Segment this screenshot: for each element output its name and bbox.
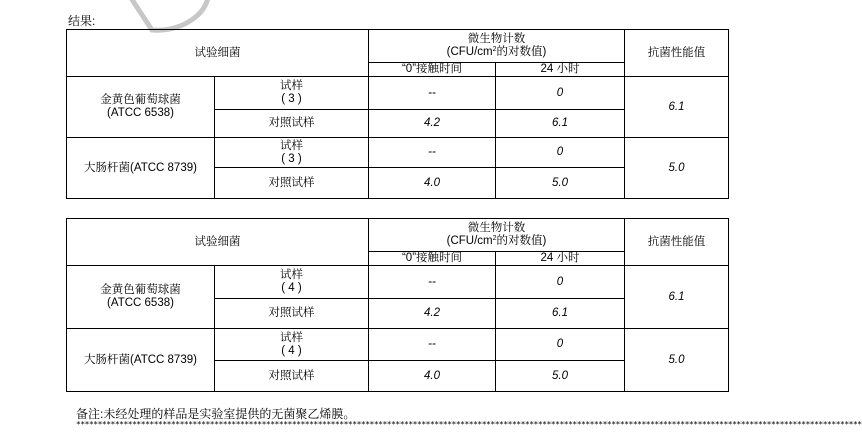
header-count-line1: 微生物计数 — [467, 222, 526, 234]
control-time-0: 4.2 — [369, 110, 496, 138]
sample-time-24: 0 — [496, 77, 625, 110]
sample-time-0: -- — [369, 138, 496, 168]
control-label: 对照试样 — [215, 361, 369, 392]
bacteria-name: 金黄色葡萄球菌 (ATCC 6538) — [67, 266, 215, 329]
control-time-0: 4.2 — [369, 299, 496, 329]
header-antibacterial-value: 抗菌性能值 — [625, 30, 729, 77]
control-label: 对照试样 — [215, 168, 369, 199]
bacteria-name: 大肠杆菌(ATCC 8739) — [67, 138, 215, 199]
sample-time-24: 0 — [496, 138, 625, 168]
header-time-24: 24 小时 — [496, 63, 625, 77]
asterisk-divider: ************************************************************************************************************************************************************************************** — [76, 420, 862, 429]
sample-label: 试样 ( 4 ) — [215, 266, 369, 299]
header-bacteria: 试验细菌 — [67, 30, 369, 77]
header-bacteria: 试验细菌 — [67, 219, 369, 266]
control-label: 对照试样 — [215, 299, 369, 329]
sample-time-0: -- — [369, 77, 496, 110]
header-count-line1: 微生物计数 — [467, 33, 526, 45]
header-count-line2: ($CFU/cm^2$的对数值) — [446, 46, 547, 58]
bacteria-name: 大肠杆菌(ATCC 8739) — [67, 329, 215, 392]
header-count-line2: ($CFU/cm^2$的对数值) — [446, 235, 547, 247]
results-heading: 结果: — [68, 14, 96, 28]
bacteria-name: 金黄色葡萄球菌 (ATCC 6538) — [67, 77, 215, 138]
table-row — [67, 266, 729, 299]
control-label: 对照试样 — [215, 110, 369, 138]
sample-label: 试样 ( 3 ) — [215, 77, 369, 110]
sample-time-0: -- — [369, 266, 496, 299]
control-time-0: 4.0 — [369, 168, 496, 199]
footnote: 备注:未经处理的样品是实验室提供的无菌聚乙烯膜。 — [76, 407, 356, 421]
results-table-1 — [66, 29, 729, 199]
control-time-24: 5.0 — [496, 361, 625, 392]
header-time-0: “0”接触时间 — [369, 63, 496, 77]
table-row — [67, 138, 729, 168]
control-time-24: 6.1 — [496, 110, 625, 138]
header-time-0: “0”接触时间 — [369, 252, 496, 266]
antibacterial-value: 5.0 — [625, 138, 729, 199]
control-time-24: 5.0 — [496, 168, 625, 199]
antibacterial-value: 5.0 — [625, 329, 729, 392]
table-row — [67, 77, 729, 110]
header-microbial-count — [369, 219, 625, 252]
header-microbial-count — [369, 30, 625, 63]
sample-label: 试样 ( 4 ) — [215, 329, 369, 361]
table-row — [67, 329, 729, 361]
sample-label: 试样 ( 3 ) — [215, 138, 369, 168]
header-antibacterial-value: 抗菌性能值 — [625, 219, 729, 266]
sample-time-24: 0 — [496, 266, 625, 299]
control-time-0: 4.0 — [369, 361, 496, 392]
control-time-24: 6.1 — [496, 299, 625, 329]
antibacterial-value: 6.1 — [625, 266, 729, 329]
results-table-2 — [66, 218, 729, 392]
sample-time-24: 0 — [496, 329, 625, 361]
antibacterial-value: 6.1 — [625, 77, 729, 138]
header-time-24: 24 小时 — [496, 252, 625, 266]
sample-time-0: -- — [369, 329, 496, 361]
